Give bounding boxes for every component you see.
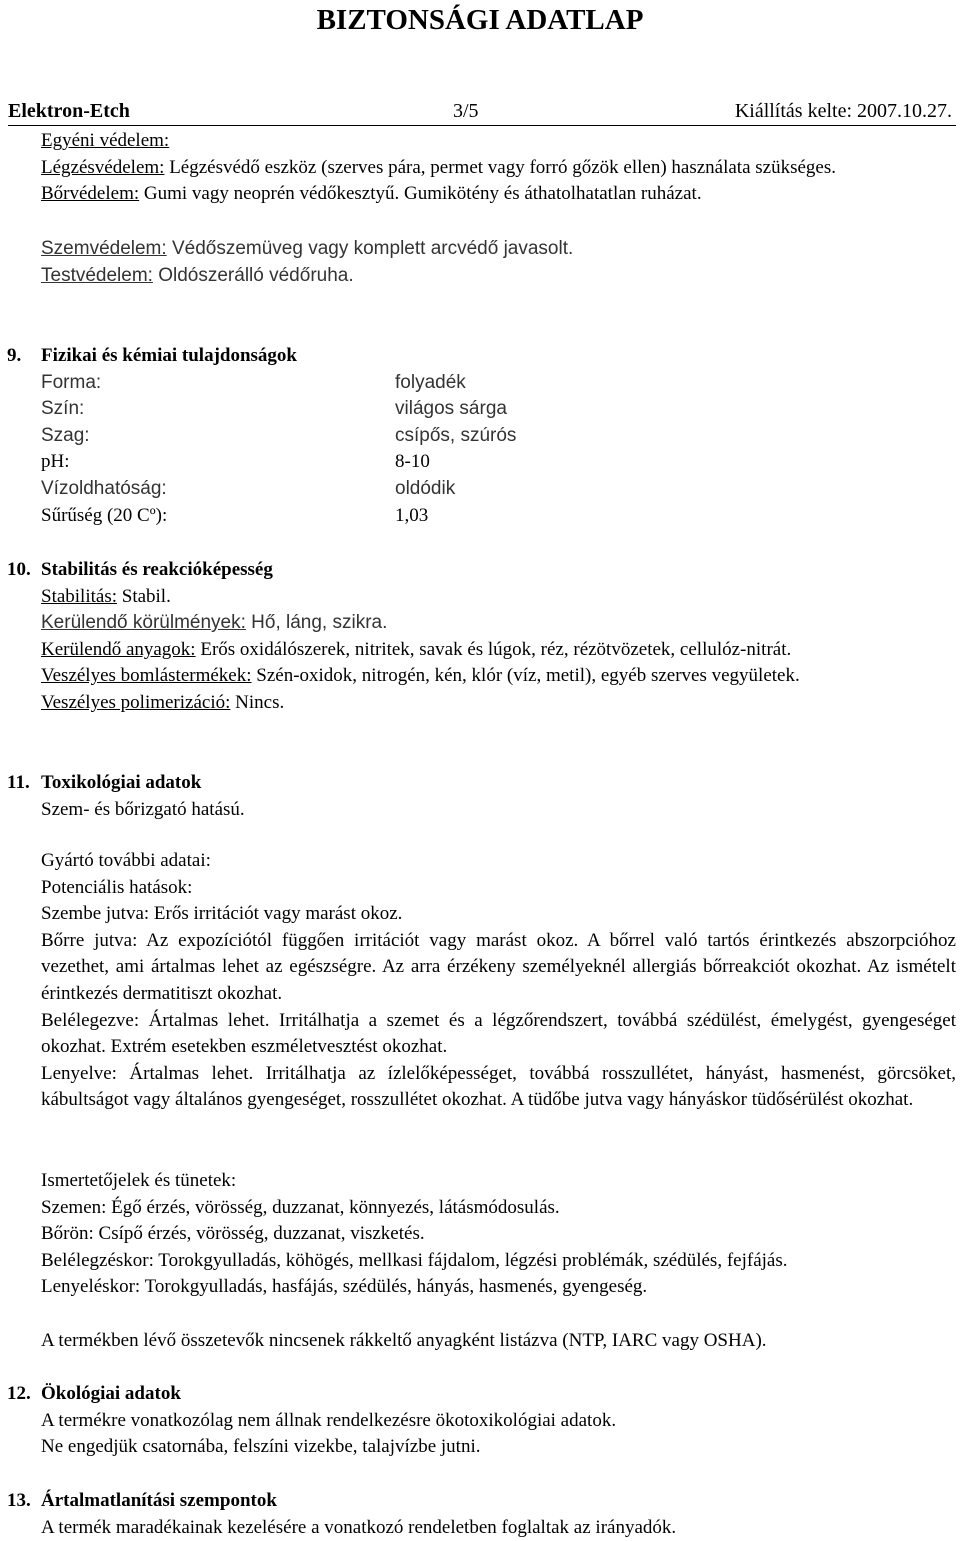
hazardous-decomposition: Veszélyes bomlástermékek: Szén-oxidok, nitrogén, kén, klór (víz, metil), egyéb szerves vegyületek. bbox=[41, 665, 800, 687]
section-11 bbox=[7, 770, 956, 823]
materials-to-avoid: Kerülendő anyagok: Erős oxidálószerek, nitritek, savak és lúgok, réz, rézötvözetek, cellulóz-nitrát. bbox=[41, 638, 792, 660]
physical-properties bbox=[41, 370, 956, 530]
conditions-to-avoid: Kerülendő körülmények: Hő, láng, szikra. bbox=[41, 612, 388, 634]
signs-heading: Ismertetőjelek és tünetek: bbox=[41, 1170, 237, 1191]
personal-protection-heading: Egyéni védelem: bbox=[41, 130, 170, 151]
eye-protection: Szemvédelem: Védőszemüveg vagy komplett arcvédő javasolt. bbox=[41, 238, 574, 259]
section-9 bbox=[7, 343, 956, 529]
manufacturer-data bbox=[41, 848, 956, 1114]
page-header bbox=[8, 97, 956, 126]
effect-skin: Bőrre jutva: Az expozíciótól függően irritációt vagy marást okoz. A bőrrel való tartós érintkezés abszorpcióhoz vezethet, ami ártalmas lehet az egészségre. Az arra érzékeny személyeknél allergiás bőrreakciót okozhat. Az ismételt érintkezés dermatitiszt okozhat. bbox=[41, 929, 956, 1004]
section-9-heading: 9. Fizikai és kémiai tulajdonságok bbox=[7, 345, 297, 366]
property-row: Forma: folyadék bbox=[41, 371, 466, 393]
sign-inhalation: Belélegzéskor: Torokgyulladás, köhögés, mellkasi fájdalom, légzési problémák, szédülés, fejfájás. bbox=[41, 1249, 788, 1271]
stability: Stabilitás: Stabil. bbox=[41, 585, 171, 607]
section-12 bbox=[7, 1381, 956, 1461]
eye-body-protection bbox=[41, 236, 956, 289]
sign-skin: Bőrön: Csípő érzés, vörösség, duzzanat, viszketés. bbox=[41, 1223, 425, 1245]
manufacturer-heading: Gyártó további adatai: bbox=[41, 850, 211, 871]
potential-effects-heading: Potenciális hatások: bbox=[41, 876, 193, 898]
section-13-heading: 13. Ártalmatlanítási szempontok bbox=[7, 1490, 277, 1511]
section-13 bbox=[7, 1488, 956, 1541]
disposal-line-1: A termék maradékainak kezelésére a vonatkozó rendeletben foglaltak az irányadók. bbox=[41, 1516, 677, 1538]
signs-symptoms bbox=[41, 1168, 956, 1301]
property-row: Sűrűség (20 Cº): 1,03 bbox=[41, 504, 429, 526]
sign-ingestion: Lenyeléskor: Torokgyulladás, hasfájás, szédülés, hányás, hasmenés, gyengeség. bbox=[41, 1276, 648, 1298]
sign-eye: Szemen: Égő érzés, vörösség, duzzanat, könnyezés, látásmódosulás. bbox=[41, 1196, 560, 1218]
personal-protection bbox=[41, 128, 956, 208]
effect-inhalation: Belélegezve: Ártalmas lehet. Irritálhatja a szemet és a légzőrendszert, továbbá szédülést, émelygést, gyengeséget okozhat. Extrém esetekben eszméletvesztést okozhat. bbox=[41, 1009, 956, 1058]
property-row: Szag: csípős, szúrós bbox=[41, 424, 517, 446]
property-row: pH: 8-10 bbox=[41, 451, 430, 473]
issue-date-label: Kiállítás kelte: bbox=[734, 100, 852, 122]
skin-protection: Bőrvédelem: Gumi vagy neoprén védőkesztyű. Gumikötény és áthatolhatatlan ruházat. bbox=[41, 183, 702, 205]
body-protection: Testvédelem: Oldószerálló védőruha. bbox=[41, 264, 354, 286]
section-11-heading: 11. Toxikológiai adatok bbox=[7, 772, 202, 793]
effect-eye: Szembe jutva: Erős irritációt vagy marást okoz. bbox=[41, 903, 403, 925]
property-row: Szín: világos sárga bbox=[41, 398, 507, 420]
eco-line-1: A termékre vonatkozólag nem állnak rendelkezésre ökotoxikológiai adatok. bbox=[41, 1409, 617, 1431]
section-10 bbox=[7, 557, 956, 717]
page-number: 3/5 bbox=[453, 100, 479, 122]
product-name: Elektron-Etch bbox=[8, 100, 130, 122]
hazardous-polymerization: Veszélyes polimerizáció: Nincs. bbox=[41, 691, 285, 713]
carcinogen-note bbox=[41, 1328, 956, 1355]
carcinogen-statement: A termékben lévő összetevők nincsenek rákkeltő anyagként listázva (NTP, IARC vagy OSHA). bbox=[41, 1330, 767, 1351]
respiratory-protection: Légzésvédelem: Légzésvédő eszköz (szerves pára, permet vagy forró gőzök ellen) használata szükséges. bbox=[41, 156, 836, 178]
property-row: Vízoldhatóság: oldódik bbox=[41, 477, 456, 499]
tox-summary: Szem- és bőrizgató hatású. bbox=[41, 798, 245, 820]
eco-line-2: Ne engedjük csatornába, felszíni vizekbe, talajvízbe jutni. bbox=[41, 1436, 481, 1458]
issue-date bbox=[735, 97, 952, 125]
section-12-heading: 12. Ökológiai adatok bbox=[7, 1383, 181, 1404]
document-title: BIZTONSÁGI ADATLAP bbox=[316, 4, 644, 36]
effect-ingestion: Lenyelve: Ártalmas lehet. Irritálhatja az ízlelőképességet, továbbá rosszullétet, hányást, hasmenést, görcsöket, kábultságot vagy általános gyengeséget, rosszullétet okozhat. A tüdőbe jutva vagy hányáskor tüdősérülést okozhat. bbox=[41, 1062, 956, 1111]
section-10-heading: 10. Stabilitás és reakcióképesség bbox=[7, 559, 273, 580]
issue-date-value: 2007.10.27. bbox=[857, 100, 952, 122]
